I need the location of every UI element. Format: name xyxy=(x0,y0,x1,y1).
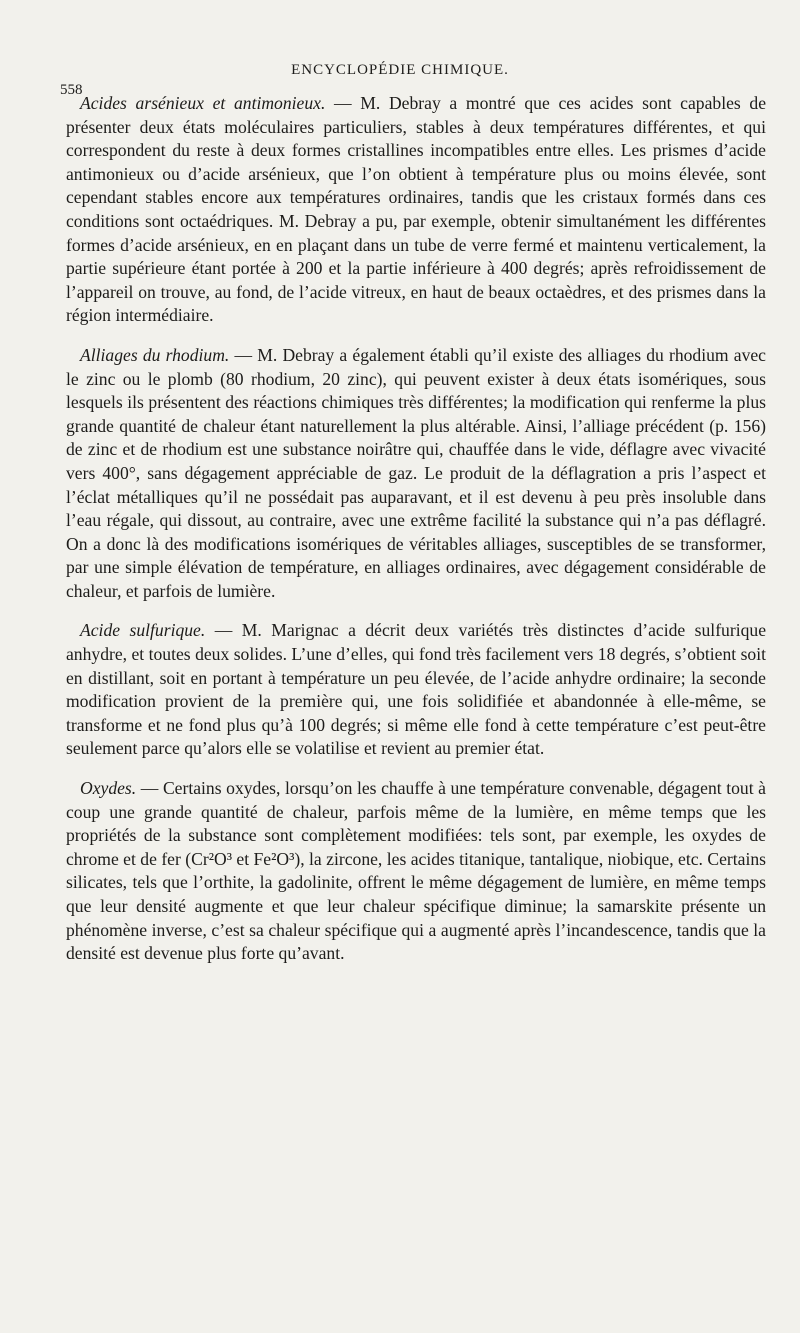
section-heading: Alliages du rhodium. xyxy=(80,344,230,365)
page-number: 558 xyxy=(60,82,83,98)
section-heading: Oxydes. xyxy=(80,778,137,799)
paragraph-oxydes xyxy=(66,777,766,966)
paragraph-alliages-rhodium xyxy=(66,344,766,604)
paragraph-acide-sulfurique xyxy=(66,619,766,761)
paragraph-body: — M. Marignac a décrit deux variétés très distinctes d’acide sulfurique anhydre, et toutes deux solides. L’une d’elles, qui fond très facilement vers 18 degrés, s’obtient soit en distillant, soit en portant à température un peu élevée, de l’acide anhydre ordinaire; la seconde modification provient de la première qui, une fois solidifiée et abandonnée à elle-même, se transforme et ne fond plus qu’à 100 degrés; si même elle fond à cette température c’est peut-être seulement parce qu’alors elle se volatilise et revient au premier état. xyxy=(66,620,766,759)
paragraph-body: — M. Debray a montré que ces acides sont capables de présenter deux états moléculaires particuliers, stables à deux températures différentes, et qui correspondent du reste à deux formes cristallines incompatibles entre elles. Les prismes d’acide antimonieux ou d’acide arsénieux, que l’on obtient à température plus ou moins élevée, sont cependant stables encore aux températures ordinaires, tandis que les cristaux formés dans ces conditions sont octaédriques. M. Debray a pu, par exemple, obtenir simultanément les différentes formes d’acide arsénieux, en en plaçant dans un tube de verre fermé et maintenu verticalement, la partie supérieure étant portée à 200 et la partie inférieure à 400 degrés; après refroidissement de l’appareil on trouve, au fond, de l’acide vitreux, en haut de beaux octaèdres, et des prismes dans la région intermédiaire. xyxy=(66,93,767,326)
section-heading: Acide sulfurique. xyxy=(80,620,206,641)
paragraph-body: — Certains oxydes, lorsqu’on les chauffe à une température convenable, dégagent tout à coup une grande quantité de chaleur, parfois même de la lumière, en même temps que les propriétés de la substance sont complètement modifiées: tels sont, par exemple, les oxydes de chrome et de fer (Cr²O³ et Fe²O³), la zircone, les acides titanique, tantalique, niobique, etc. Certains silicates, tels que l’orthite, la gadolinite, offrent le même dégagement de lumière, en même temps que leur densité augmente et que leur chaleur spécifique diminue; la samarskite présente un phénomène inverse, c’est sa chaleur spécifique qui a augmenté après l’incandescence, tandis que la densité est devenue plus forte qu’avant. xyxy=(66,778,766,964)
running-head: ENCYCLOPÉDIE CHIMIQUE. xyxy=(291,62,509,78)
body-text xyxy=(66,92,766,982)
paragraph-body: — M. Debray a également établi qu’il existe des alliages du rhodium avec le zinc ou le plomb (80 rhodium, 20 zinc), qui peuvent exister à deux états isomériques, sous lesquels ils présentent des réactions chimiques très différentes; la modification qui renferme la plus grande quantité de chaleur étant naturellement la plus altérable. Ainsi, l’alliage précédent (p. 156) de zinc et de rhodium est une substance noirâtre qui, chauffée dans le vide, déflagre avec vivacité vers 400°, sans dégagement appréciable de gaz. Le produit de la déflagration a pris l’aspect et l’éclat métalliques qu’il ne possédait pas auparavant, et il est devenu à peu près insoluble dans l’eau régale, qui dissout, au contraire, avec une extrême facilité la substance qui n’a pas déflagré. On a donc là des modifications isomériques de véritables alliages, susceptibles de se transformer, par une simple élévation de température, en alliages ordinaires, avec dégagement considérable de chaleur, et parfois de lumière. xyxy=(66,344,766,601)
paragraph-acides-arsenieux xyxy=(66,92,766,328)
section-heading: Acides arsénieux et antimonieux. xyxy=(80,93,326,113)
